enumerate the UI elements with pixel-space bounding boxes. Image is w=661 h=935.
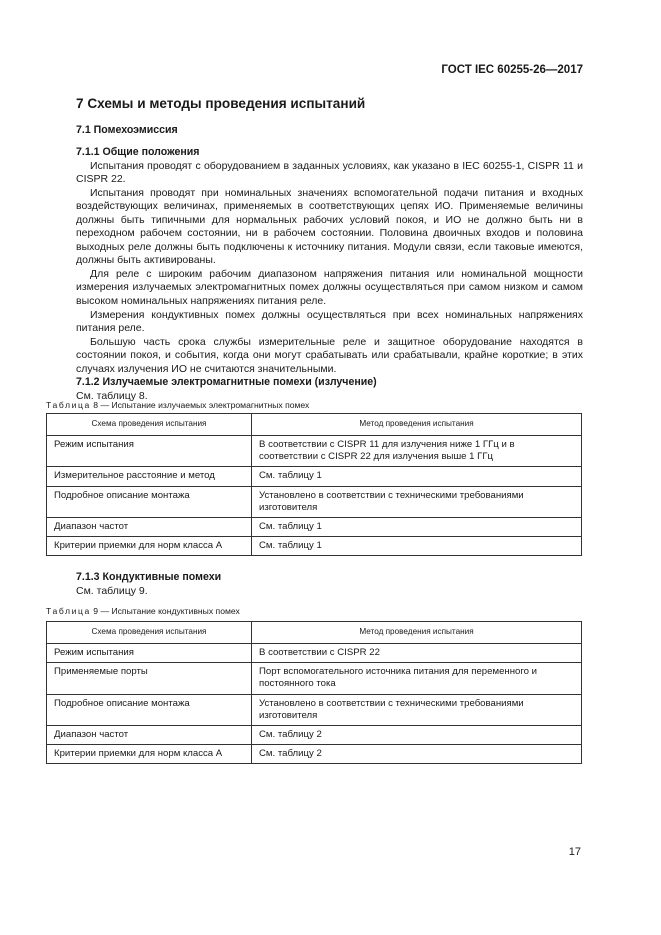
table-row — [47, 745, 582, 764]
table-9-caption-word: Таблица — [46, 606, 91, 616]
table-cell: Режим испытания — [47, 436, 252, 467]
table-row — [47, 436, 582, 467]
table-cell: Подробное описание монтажа — [47, 694, 252, 725]
section-7-1-2-title: 7.1.2 Излучаемые электромагнитные помехи (излучение) — [76, 376, 377, 389]
table-header-cell: Метод проведения испытания — [252, 414, 582, 436]
standard-code: ГОСТ IEC 60255-26—2017 — [441, 64, 583, 76]
section-7-title: 7 Схемы и методы проведения испытаний — [76, 96, 366, 111]
paragraph-4: Измерения кондуктивных помех должны осуществляться при всех номинальных напряжениях питания реле. — [76, 308, 583, 335]
section-7-1-title: 7.1 Помехоэмиссия — [76, 124, 178, 136]
table-cell: В соответствии с CISPR 11 для излучения ниже 1 ГГц и в соответствии с CISPR 22 для излучения выше 1 ГГц — [252, 436, 582, 467]
table-8-caption — [46, 400, 309, 410]
table-cell: Диапазон частот — [47, 518, 252, 537]
table-cell: Диапазон частот — [47, 726, 252, 745]
table-cell: Установлено в соответствии с техническими требованиями изготовителя — [252, 486, 582, 517]
table-cell: См. таблицу 1 — [252, 518, 582, 537]
table-cell: Критерии приемки для норм класса А — [47, 745, 252, 764]
table-cell: Установлено в соответствии с техническими требованиями изготовителя — [252, 694, 582, 725]
table-header-row — [47, 622, 582, 644]
table-cell: Измерительное расстояние и метод — [47, 467, 252, 486]
table-header-cell: Метод проведения испытания — [252, 622, 582, 644]
table-cell: См. таблицу 2 — [252, 726, 582, 745]
table-9-caption — [46, 606, 240, 616]
table-8-caption-word: Таблица — [46, 400, 91, 410]
table-row — [47, 467, 582, 486]
table-cell: См. таблицу 1 — [252, 467, 582, 486]
table-9 — [46, 621, 582, 764]
table-cell: Применяемые порты — [47, 663, 252, 694]
section-7-content — [76, 96, 583, 403]
table-cell: См. таблицу 1 — [252, 537, 582, 556]
table-8 — [46, 413, 582, 556]
table-cell: Порт вспомогательного источника питания для переменного и постоянного тока — [252, 663, 582, 694]
paragraph-3: Для реле с широким рабочим диапазоном напряжения питания или номинальной мощности измерения излучаемых электромагнитных помех должны осуществляться при самом низком и самом высоком номинальных напряжениях питания реле. — [76, 267, 583, 307]
table-row — [47, 726, 582, 745]
table-row — [47, 518, 582, 537]
section-7-1-3 — [76, 571, 583, 598]
table-header-row — [47, 414, 582, 436]
table-cell: Критерии приемки для норм класса А — [47, 537, 252, 556]
table-8-reference: См. таблицу 8. — [76, 389, 148, 402]
section-7-1-1-title: 7.1.1 Общие положения — [76, 146, 200, 158]
table-row — [47, 694, 582, 725]
paragraph-2: Испытания проводят при номинальных значениях вспомогательной подачи питания и входных воздействующих величинах, применяемых в соответствующих цепях ИО. Применяемые величины должны быть типичными для нормальных рабочих условий покоя, и ИО не должно быть ни в переходном рабочем состоянии, ни в рабочем состоянии. Половина двоичных входов и половина выходных реле должны быть подключены к источнику питания. Модули связи, если таковые имеются, должны быть активированы. — [76, 186, 583, 267]
table-cell: См. таблицу 2 — [252, 745, 582, 764]
table-cell: В соответствии с CISPR 22 — [252, 644, 582, 663]
paragraph-1: Испытания проводят с оборудованием в заданных условиях, как указано в IEC 60255-1, CISPR 11 и CISPR 22. — [76, 159, 583, 186]
table-row — [47, 486, 582, 517]
paragraph-5: Большую часть срока службы измерительные реле и защитное оборудование находятся в состоянии покоя, и события, когда они могут срабатывать или срабатывали, крайне короткие; в этих случаях излучения ИО не считаются значительными. — [76, 335, 583, 375]
table-cell: Режим испытания — [47, 644, 252, 663]
table-9-reference: См. таблицу 9. — [76, 584, 148, 597]
section-7-1-3-title: 7.1.3 Кондуктивные помехи — [76, 571, 222, 583]
table-header-cell: Схема проведения испытания — [47, 414, 252, 436]
table-8-caption-text: 8 — Испытание излучаемых электромагнитных помех — [90, 400, 310, 410]
table-row — [47, 663, 582, 694]
page-number: 17 — [568, 846, 581, 858]
table-row — [47, 537, 582, 556]
table-header-cell: Схема проведения испытания — [47, 622, 252, 644]
table-cell: Подробное описание монтажа — [47, 486, 252, 517]
table-9-caption-text: 9 — Испытание кондуктивных помех — [90, 606, 240, 616]
table-row — [47, 644, 582, 663]
